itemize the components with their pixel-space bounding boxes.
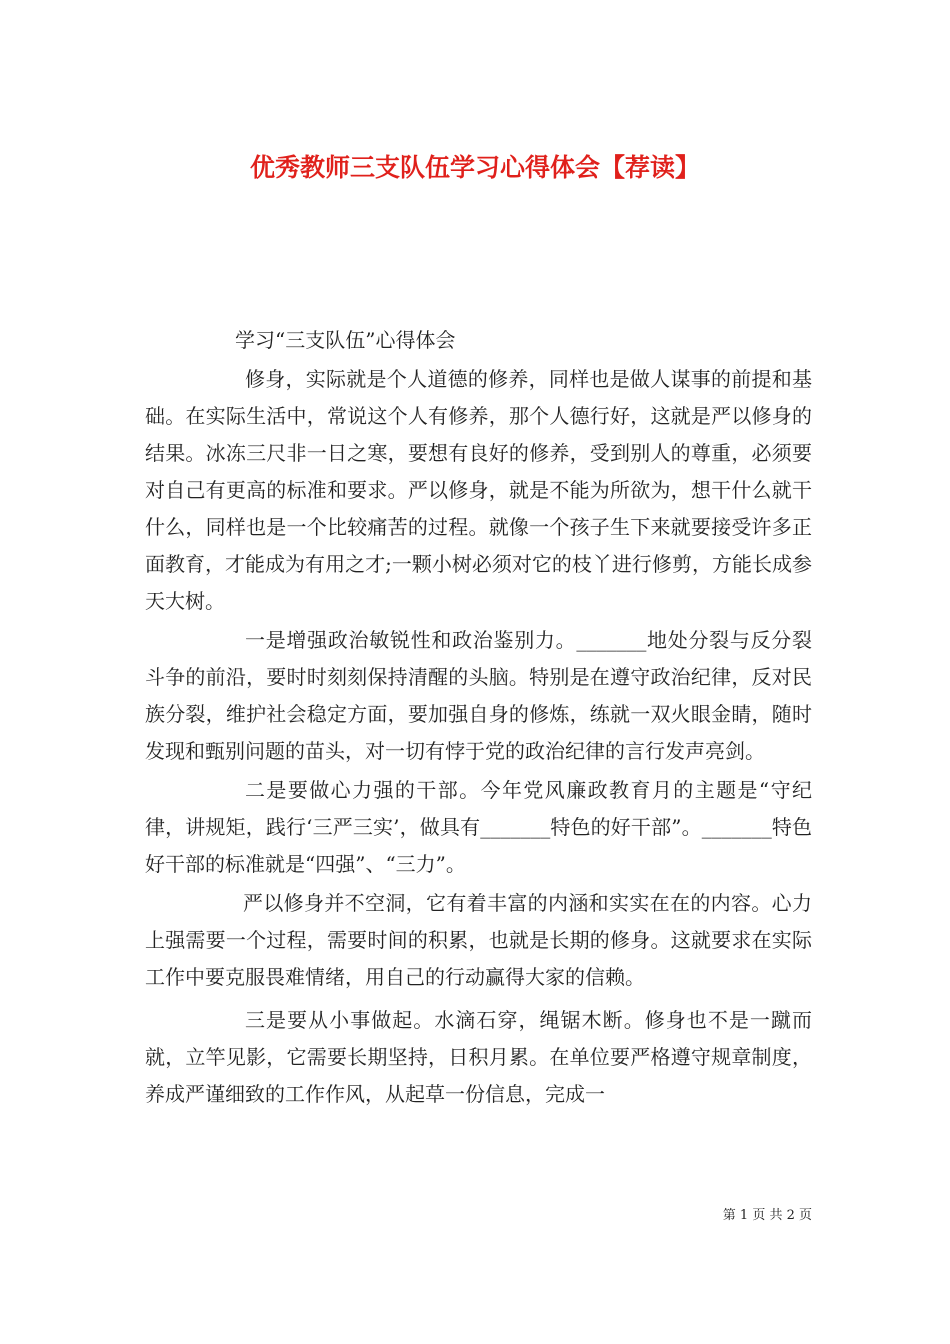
document-body	[145, 322, 812, 1113]
page-indicator: 第 1 页 共 2 页	[722, 1208, 812, 1223]
paragraph: 二是要做心力强的干部。今年党风廉政教育月的主题是“守纪律，讲规矩，践行‘三严三实’，做具有_______特色的好干部”。_______特色好干部的标准就是“四强”、“三力”。	[145, 778, 812, 876]
subheading: 学习“三支队伍”心得体会	[235, 328, 456, 352]
paragraph: 修身，实际就是个人道德的修养，同样也是做人谋事的前提和基础。在实际生活中，常说这个人有修养，那个人德行好，这就是严以修身的结果。冰冻三尺非一日之寒，要想有良好的修养，受到别人的尊重，必须要对自己有更高的标准和要求。严以修身，就是不能为所欲为，想干什么就干什么，同样也是一个比较痛苦的过程。就像一个孩子生下来就要接受许多正面教育，才能成为有用之才;一颗小树必须对它的枝丫进行修剪，方能长成参天大树。	[145, 367, 812, 613]
paragraph: 三是要从小事做起。水滴石穿，绳锯木断。修身也不是一蹴而就，立竿见影，它需要长期坚持，日积月累。在单位要严格遵守规章制度，养成严谨细致的工作作风，从起草一份信息，完成一	[145, 1008, 812, 1106]
paragraph: 严以修身并不空洞，它有着丰富的内涵和实实在在的内容。心力上强需要一个过程，需要时间的积累，也就是长期的修身。这就要求在实际工作中要克服畏难情绪，用自己的行动赢得大家的信赖。	[145, 891, 812, 989]
paragraph: 一是增强政治敏锐性和政治鉴别力。_______地处分裂与反分裂斗争的前沿，要时时刻刻保持清醒的头脑。特别是在遵守政治纪律，反对民族分裂，维护社会稳定方面，要加强自身的修炼，练就一双火眼金睛，随时发现和甄别问题的苗头，对一切有悖于党的政治纪律的言行发声亮剑。	[145, 628, 812, 763]
document-title: 优秀教师三支队伍学习心得体会【荐读】	[249, 152, 700, 182]
